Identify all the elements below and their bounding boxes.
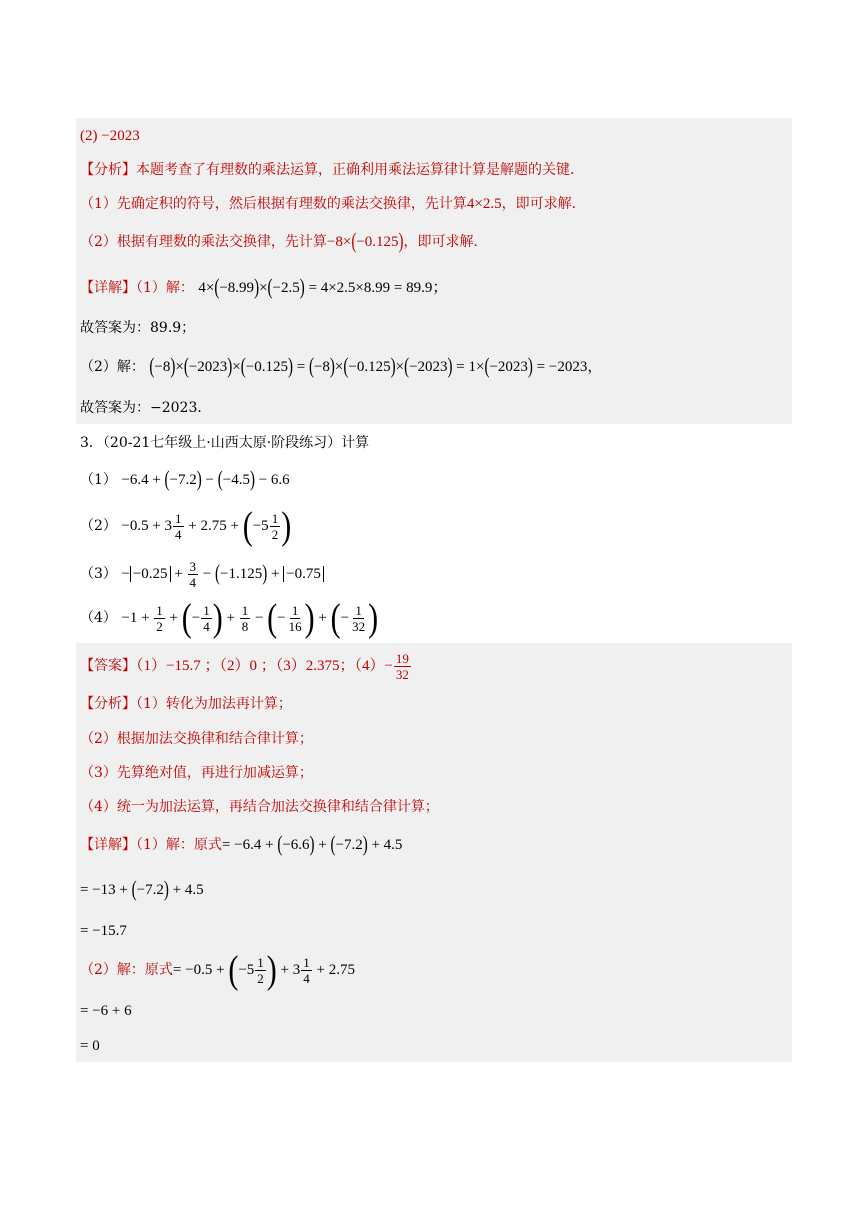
fraction: $\frac{3}{4}$	[189, 559, 197, 591]
detail-3-1-step-3: = −15.7	[80, 923, 127, 939]
fraction: $\frac{1}{16}$	[288, 603, 302, 635]
detail-3-1: 【详解】（1）解：原式= −6.4 + (−6.6) + (−7.2) + 4.5	[80, 833, 403, 857]
question-3-part-3: （3） − −0.25 + $\frac{3}{4}$ − (−1.125) + −0.75	[80, 554, 324, 594]
answer-tag: 【答案】	[80, 658, 136, 674]
answer-1: 故答案为：89.9；	[80, 320, 196, 336]
fraction: $\frac{1}{2}$	[271, 511, 279, 543]
fraction: $\frac{1}{8}$	[241, 603, 249, 635]
question-3-part-2: （2） −0.5 + 3 $\frac{1}{4}$ + 2.75 + (−5 $\frac{1}{2}$ )	[80, 504, 292, 548]
analysis-tag: 【分析】	[80, 162, 136, 178]
analysis-step-3-4: （4）统一为加法运算，再结合加法交换律和结合律计算；	[80, 799, 439, 815]
analysis-step-2: （2）根据有理数的乘法交换律，先计算−8×(−0.125)，即可求解．	[80, 230, 488, 254]
question-3-part-4: （4） −1 + $\frac{1}{2}$ + (− $\frac{1}{4}$ ) + $\frac{1}{8}$ − (− $\frac{1}{16}$ ) + (− $\frac{1}{32}$ )	[80, 596, 379, 640]
analysis-line: 【分析】本题考查了有理数的乘法运算，正确利用乘法运算律计算是解题的关键．	[80, 162, 584, 178]
analysis-line-3: 【分析】（1）转化为加法再计算；	[80, 696, 292, 712]
fraction: $\frac{1}{2}$	[156, 603, 163, 635]
fraction: $\frac{1}{4}$	[175, 511, 182, 543]
analysis-step-3-3: （3）先算绝对值，再进行加减运算；	[80, 765, 313, 781]
answer-line: (2) −2023	[80, 128, 140, 144]
analysis-tag: 【分析】	[80, 696, 136, 712]
question-3-header: 3．（20-21七年级上·山西太原·阶段练习）计算	[80, 435, 370, 451]
analysis-step-3-2: （2）根据加法交换律和结合律计算；	[80, 731, 313, 747]
detail-1: 【详解】（1）解： 4×(−8.99)×(−2.5) = 4×2.5×8.99 = 89.9；	[80, 276, 448, 300]
fraction: $\frac{19}{32}$	[395, 650, 409, 682]
detail-3-2: （2）解：原式= −0.5 + (−5 $\frac{1}{2}$ ) + 3 $\frac{1}{4}$ + 2.75	[80, 948, 355, 992]
answer-2: 故答案为：−2023．	[80, 400, 212, 416]
analysis-step-1: （1）先确定积的符号，然后根据有理数的乘法交换律，先计算4×2.5，即可求解．	[80, 196, 586, 212]
detail-tag: 【详解】	[80, 280, 136, 296]
fraction: $\frac{1}{4}$	[203, 603, 210, 635]
fraction: $\frac{1}{32}$	[352, 603, 366, 635]
question-3-part-1: （1） −6.4 + (−7.2) − (−4.5) − 6.6	[80, 468, 290, 492]
detail-3-2-step-2: = −6 + 6	[80, 1003, 132, 1019]
detail-3-1-step-2: = −13 + (−7.2) + 4.5	[80, 878, 204, 902]
fraction: $\frac{1}{2}$	[257, 955, 264, 987]
detail-3-2-step-3: = 0	[80, 1038, 100, 1054]
fraction: $\frac{1}{4}$	[303, 955, 310, 987]
answer-line-3: 【答案】（1）−15.7 ；（2）0 ；（3）2.375；（4）− $\frac{19}{32}$	[80, 650, 409, 682]
detail-2: （2）解： (−8)×(−2023)×(−0.125) = (−8)×(−0.125)×(−2023) = 1×(−2023) = −2023，	[80, 355, 603, 379]
detail-tag: 【详解】	[80, 837, 136, 853]
